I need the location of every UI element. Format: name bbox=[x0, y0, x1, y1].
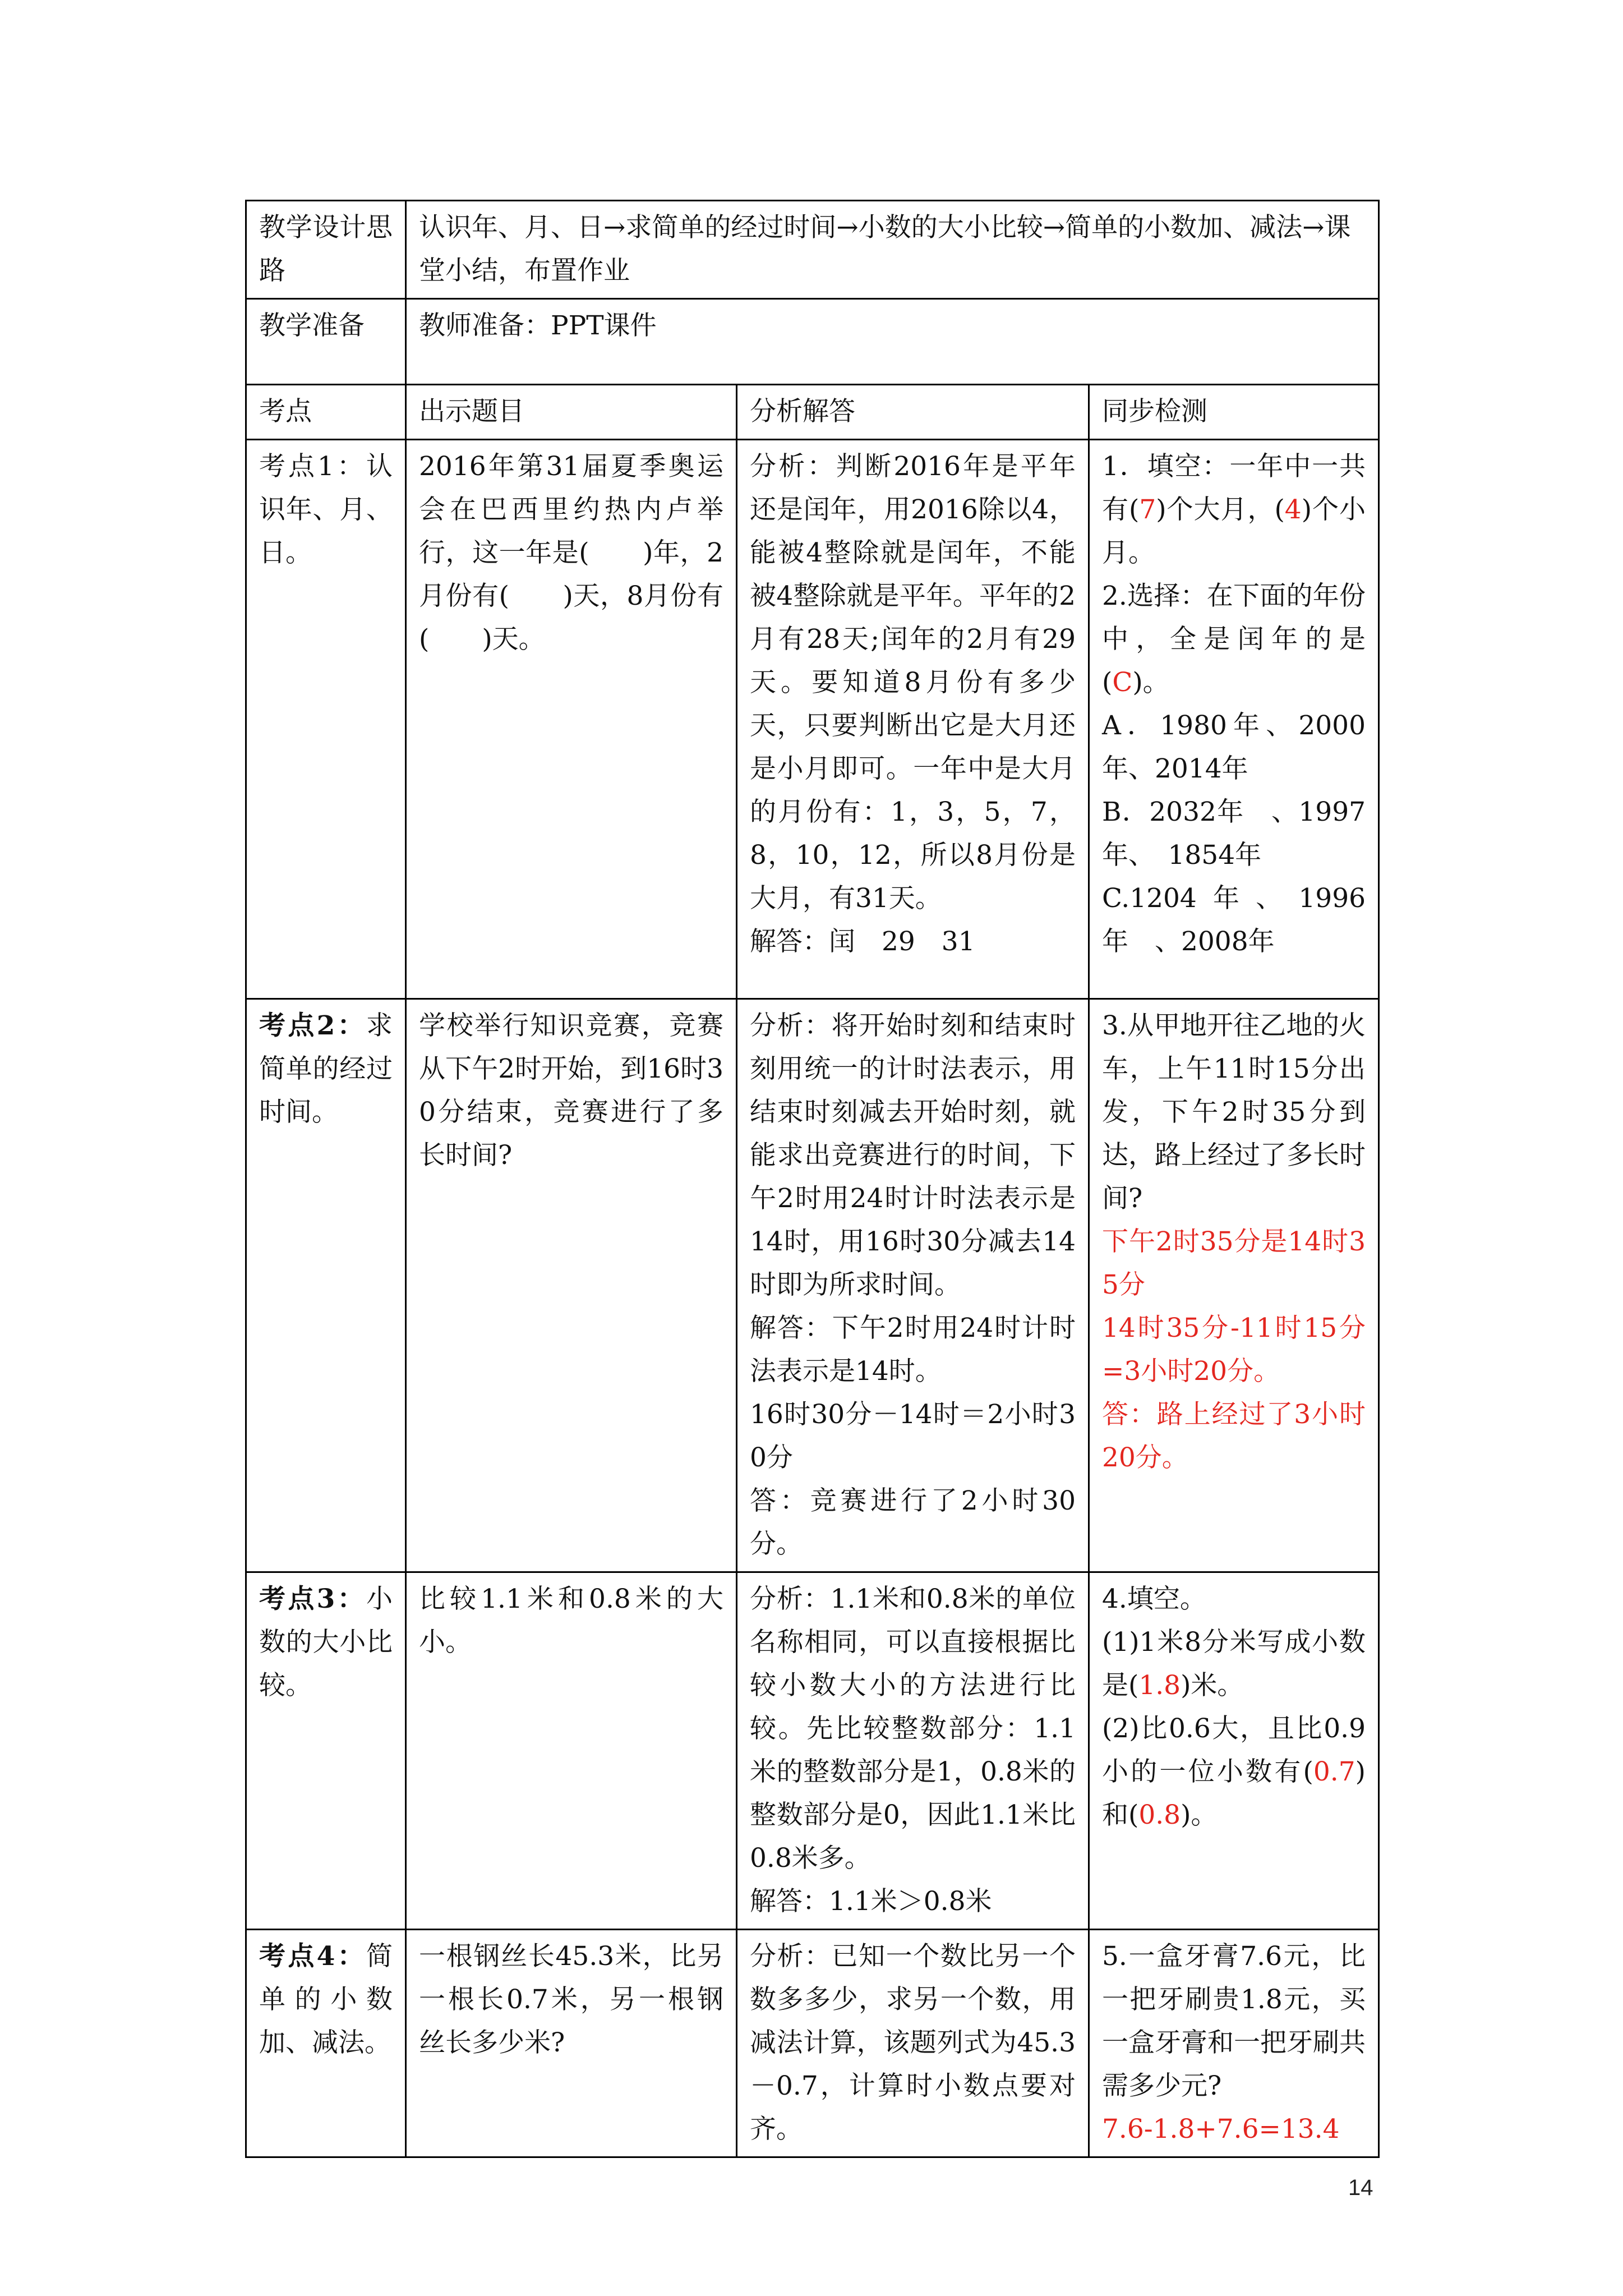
table-row bbox=[246, 440, 1379, 999]
answer-text: 解答：下午2时用24时计时法表示是14时。 bbox=[750, 1313, 1076, 1387]
analysis-text: 分析：1.1米和0.8米的单位名称相同，可以直接根据比较小数大小的方法进行比较。先比较整数部分：1.1米的整数部分是1，0.8米的整数部分是0，因此1.1米比0.8米多。 bbox=[750, 1584, 1076, 1874]
answer-text: 解答：1.1米＞0.8米 bbox=[750, 1886, 992, 1917]
table-row bbox=[246, 1930, 1379, 2157]
check-text: )米。 bbox=[1181, 1670, 1244, 1701]
prep-content: 教师准备：PPT课件 bbox=[406, 299, 1379, 385]
check-text: (1)1米8分米写成小数是( bbox=[1102, 1627, 1366, 1701]
check-answer: 0.8 bbox=[1138, 1800, 1181, 1830]
check-question-4-2 bbox=[1102, 1707, 1366, 1837]
check-question-4-1 bbox=[1102, 1621, 1366, 1707]
analysis-cell bbox=[737, 1572, 1089, 1930]
answer-text: 答：竞赛进行了2小时30分。 bbox=[750, 1485, 1076, 1559]
answer-text: 16时30分－14时＝2小时30分 bbox=[750, 1399, 1076, 1473]
check-question-1 bbox=[1102, 445, 1366, 574]
analysis-text: 分析：将开始时刻和结束时刻用统一的计时法表示，用结束时刻减去开始时刻，就能求出竞赛进行的时间，下午2时用24时计时法表示是14时，用16时30分减去14时即为所求时间。 bbox=[750, 1010, 1076, 1300]
analysis-text: 分析：已知一个数比另一个数多多少，求另一个数，用减法计算，该题列式为45.3－0.7，计算时小数点要对齐。 bbox=[750, 1941, 1076, 2145]
table-row bbox=[246, 999, 1379, 1572]
check-answer: 7 bbox=[1139, 494, 1156, 525]
design-row bbox=[246, 201, 1379, 299]
check-cell bbox=[1089, 440, 1379, 999]
check-answer: 0.7 bbox=[1313, 1756, 1355, 1787]
check-text: 1．填空：一年中一共有( bbox=[1102, 451, 1366, 525]
point-text: 简单的小数加、减法。 bbox=[259, 1941, 393, 2058]
point-cell bbox=[246, 999, 406, 1572]
check-question-2 bbox=[1102, 574, 1366, 704]
check-answer: 1.8 bbox=[1138, 1670, 1181, 1701]
header-point: 考点 bbox=[246, 385, 406, 440]
point-text: 求简单的经过时间。 bbox=[259, 1010, 393, 1128]
analysis-cell bbox=[737, 1930, 1089, 2157]
option-b: B．2032年 、1997年、 1854年 bbox=[1102, 797, 1366, 871]
check-text: )个小月。 bbox=[1102, 494, 1366, 568]
check-text: )个大月，( bbox=[1156, 494, 1285, 525]
question-cell: 学校举行知识竞赛，竞赛从下午2时开始，到16时30分结束，竞赛进行了多长时间? bbox=[406, 999, 737, 1572]
prep-row bbox=[246, 299, 1379, 385]
check-text: )。 bbox=[1181, 1800, 1218, 1830]
analysis-text: 分析：判断2016年是平年还是闰年，用2016除以4，能被4整除就是闰年，不能被4整除就是平年。平年的2月有28天;闰年的2月有29天。要知道8月份有多少天，只要判断出它是大月还是小月即可。一年中是大月的月份有：1，3，5，7，8，10，12，所以8月份是大月，有31天。 bbox=[750, 451, 1076, 914]
check-question-3: 3.从甲地开往乙地的火车，上午11时15分出发，下午2时35分到达，路上经过了多长时间? bbox=[1102, 1010, 1366, 1214]
point-cell bbox=[246, 1572, 406, 1930]
question-cell: 比较1.1米和0.8米的大小。 bbox=[406, 1572, 737, 1930]
check-answer: 7.6-1.8+7.6=13.4 bbox=[1102, 2114, 1340, 2145]
prep-label: 教学准备 bbox=[246, 299, 406, 385]
table-row bbox=[246, 1572, 1379, 1930]
point-cell bbox=[246, 440, 406, 999]
check-question-5: 5.一盒牙膏7.6元，比一把牙刷贵1.8元，买一盒牙膏和一把牙刷共需多少元? bbox=[1102, 1941, 1366, 2101]
check-cell bbox=[1089, 1930, 1379, 2157]
check-answer: C bbox=[1112, 667, 1133, 698]
header-check: 同步检测 bbox=[1089, 385, 1379, 440]
point-label: 考点4： bbox=[259, 1941, 366, 1972]
check-text: )。 bbox=[1132, 667, 1169, 698]
header-analysis: 分析解答 bbox=[737, 385, 1089, 440]
option-a: A．1980年、2000年、2014年 bbox=[1102, 710, 1366, 784]
question-cell: 一根钢丝长45.3米，比另一根长0.7米，另一根钢丝长多少米? bbox=[406, 1930, 737, 2157]
check-answer: 14时35分-11时15分=3小时20分。 bbox=[1102, 1313, 1366, 1387]
point-cell bbox=[246, 1930, 406, 2157]
point-text: 小数的大小比较。 bbox=[259, 1584, 393, 1701]
answer-text: 解答：闰 29 31 bbox=[750, 926, 975, 957]
header-question: 出示题目 bbox=[406, 385, 737, 440]
point-label: 考点3： bbox=[259, 1584, 366, 1614]
check-cell bbox=[1089, 1572, 1379, 1930]
point-text: 认识年、月、日。 bbox=[259, 451, 393, 568]
check-text: (2)比0.6大，且比0.9小的一位小数有( bbox=[1102, 1713, 1366, 1787]
analysis-cell bbox=[737, 440, 1089, 999]
option-c: C.1204年、1996年 、2008年 bbox=[1102, 883, 1366, 957]
check-question-4: 4.填空。 bbox=[1102, 1584, 1206, 1614]
check-answer: 答：路上经过了3小时20分。 bbox=[1102, 1399, 1366, 1473]
design-label: 教学设计思路 bbox=[246, 201, 406, 299]
check-answer: 下午2时35分是14时35分 bbox=[1102, 1226, 1366, 1300]
check-cell bbox=[1089, 999, 1379, 1572]
page-number: 14 bbox=[1348, 2175, 1373, 2200]
check-answer: 4 bbox=[1284, 494, 1302, 525]
header-row bbox=[246, 385, 1379, 440]
question-cell: 2016年第31届夏季奥运会在巴西里约热内卢举行，这一年是( )年，2月份有( )天，8月份有( )天。 bbox=[406, 440, 737, 999]
design-content: 认识年、月、日→求简单的经过时间→小数的大小比较→简单的小数加、减法→课堂小结，布置作业 bbox=[406, 201, 1379, 299]
point-label: 考点1： bbox=[259, 451, 366, 482]
lesson-plan-table bbox=[245, 200, 1380, 2158]
check-text: )和( bbox=[1102, 1756, 1366, 1830]
point-label: 考点2： bbox=[259, 1010, 366, 1041]
check-text: 2.选择：在下面的年份中，全是闰年的是( bbox=[1102, 581, 1366, 698]
analysis-cell bbox=[737, 999, 1089, 1572]
